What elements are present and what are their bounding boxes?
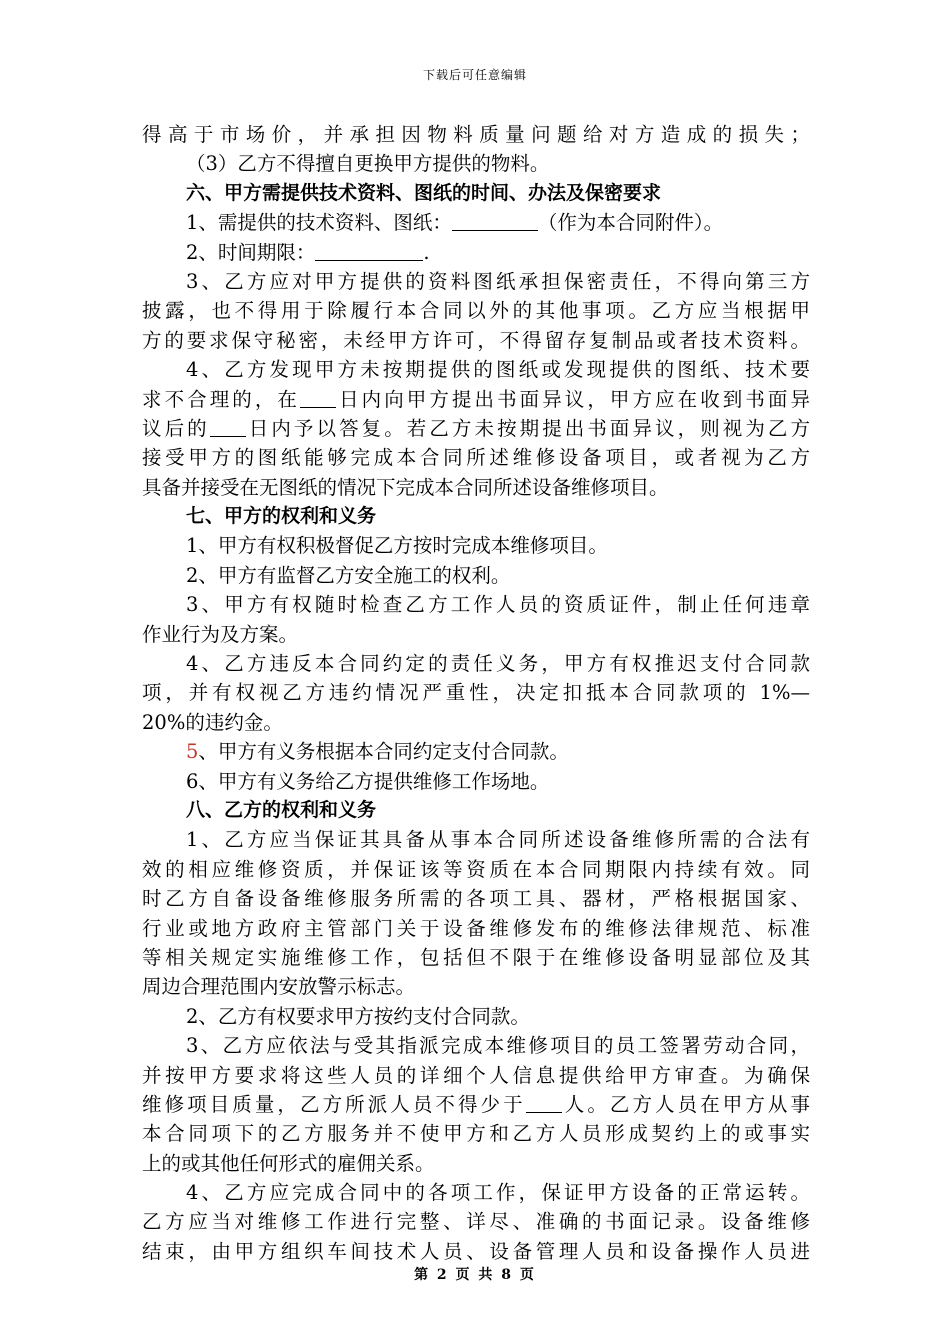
paragraph-line: 1、乙方应当保证其具备从事本合同所述设备维修所需的合法有 bbox=[186, 828, 810, 852]
paragraph-line bbox=[142, 737, 810, 766]
header-note: 下载后可任意编辑 bbox=[422, 68, 527, 82]
paragraph-line: 得高于市场价，并承担因物料质量问题给对方造成的损失； bbox=[142, 123, 810, 146]
item-number: 5 bbox=[186, 740, 199, 764]
text-segment: 2、时间期限： bbox=[186, 240, 316, 264]
paragraph-line: 时乙方自备设备维修服务所需的各项工具、器材，严格根据国家、 bbox=[142, 887, 810, 911]
paragraph-line: 20%的违约金。 bbox=[142, 710, 283, 734]
text-segment: 议后的 bbox=[142, 416, 210, 440]
paragraph-line: 结束，由甲方组织车间技术人员、设备管理人员和设备操作人员进 bbox=[142, 1239, 810, 1263]
fill-in-blank bbox=[452, 210, 538, 231]
fill-in-blank bbox=[300, 387, 336, 408]
paragraph-line bbox=[142, 238, 810, 267]
paragraph-line: 3、甲方有权随时检查乙方工作人员的资质证件，制止任何违章 bbox=[186, 593, 810, 617]
paragraph-line: 方的要求保守秘密，未经甲方许可，不得留存复制品或者技术资料。 bbox=[142, 328, 810, 352]
paragraph-line: （3）乙方不得擅自更换甲方提供的物料。 bbox=[186, 152, 550, 176]
paragraph-line: 上的或其他任何形式的雇佣关系。 bbox=[142, 1151, 435, 1175]
paragraph-line: 效的相应维修资质，并保证该等资质在本合同期限内持续有效。同 bbox=[142, 857, 810, 881]
paragraph-line: 作业行为及方案。 bbox=[142, 622, 299, 646]
paragraph-line: 6、甲方有义务给乙方提供维修工作场地。 bbox=[186, 769, 550, 793]
paragraph-line: 乙方应当对维修工作进行完整、详尽、准确的书面记录。设备维修 bbox=[142, 1210, 810, 1234]
paragraph-line bbox=[142, 208, 810, 237]
paragraph-line: 3、乙方应对甲方提供的资料图纸承担保密责任，不得向第三方 bbox=[186, 269, 810, 293]
paragraph-line: 2、甲方有监督乙方安全施工的权利。 bbox=[186, 563, 511, 587]
paragraph-line: 4、乙方违反本合同约定的责任义务，甲方有权推迟支付合同款 bbox=[186, 652, 810, 676]
paragraph-line: 3、乙方应依法与受其指派完成本维修项目的员工签署劳动合同， bbox=[186, 1034, 810, 1058]
paragraph-line bbox=[142, 1090, 810, 1119]
text-segment: 1、需提供的技术资料、图纸： bbox=[186, 211, 452, 235]
paragraph-line bbox=[142, 385, 810, 414]
paragraph-line: 行业或地方政府主管部门关于设备维修发布的维修法律规范、标准 bbox=[142, 916, 810, 940]
fill-in-blank bbox=[210, 416, 246, 437]
fill-in-blank bbox=[526, 1092, 562, 1113]
text-segment: . bbox=[423, 240, 430, 264]
page-number-footer: 第 2 页 共 8 页 bbox=[414, 1267, 536, 1283]
paragraph-line: 项，并有权视乙方违约情况严重性，决定扣抵本合同款项的 1%— bbox=[142, 681, 810, 705]
text-segment: 日内向甲方提出书面异议，甲方应在收到书面异 bbox=[336, 387, 810, 411]
section-heading-8: 八、乙方的权利和义务 bbox=[186, 798, 377, 821]
text-segment: 维修项目质量，乙方所派人员不得少于 bbox=[142, 1092, 526, 1116]
paragraph-line: 4、乙方应完成合同中的各项工作，保证甲方设备的正常运转。 bbox=[186, 1181, 810, 1205]
paragraph-line: 4、乙方发现甲方未按期提供的图纸或发现提供的图纸、技术要 bbox=[186, 358, 810, 382]
document-body bbox=[142, 120, 810, 1266]
paragraph-line: 并按甲方要求将这些人员的详细个人信息提供给甲方审查。为确保 bbox=[142, 1063, 810, 1087]
fill-in-blank bbox=[315, 240, 423, 261]
text-segment: 、甲方有义务根据本合同约定支付合同款。 bbox=[198, 740, 569, 764]
text-segment: 人。乙方人员在甲方从事 bbox=[561, 1092, 810, 1116]
section-heading-6: 六、甲方需提供技术资料、图纸的时间、办法及保密要求 bbox=[186, 181, 662, 204]
paragraph-line: 具备并接受在无图纸的情况下完成本合同所述设备维修项目。 bbox=[142, 475, 669, 499]
paragraph-line bbox=[142, 414, 810, 443]
text-segment: 求不合理的，在 bbox=[142, 387, 300, 411]
paragraph-line: 1、甲方有权积极督促乙方按时完成本维修项目。 bbox=[186, 534, 608, 558]
paragraph-line: 2、乙方有权要求甲方按约支付合同款。 bbox=[186, 1004, 530, 1028]
text-segment: （作为本合同附件）。 bbox=[537, 211, 724, 235]
paragraph-line: 周边合理范围内安放警示标志。 bbox=[142, 975, 416, 999]
section-heading-7: 七、甲方的权利和义务 bbox=[186, 505, 377, 528]
paragraph-line: 披露，也不得用于除履行本合同以外的其他事项。乙方应当根据甲 bbox=[142, 299, 810, 323]
paragraph-line: 本合同项下的乙方服务并不使甲方和乙方人员形成契约上的或事实 bbox=[142, 1122, 810, 1146]
text-segment: 日内予以答复。若乙方未按期提出书面异议，则视为乙方 bbox=[245, 416, 810, 440]
paragraph-line: 接受甲方的图纸能够完成本合同所述维修设备项目，或者视为乙方 bbox=[142, 446, 810, 470]
paragraph-line: 等相关规定实施维修工作，包括但不限于在维修设备明显部位及其 bbox=[142, 945, 810, 969]
